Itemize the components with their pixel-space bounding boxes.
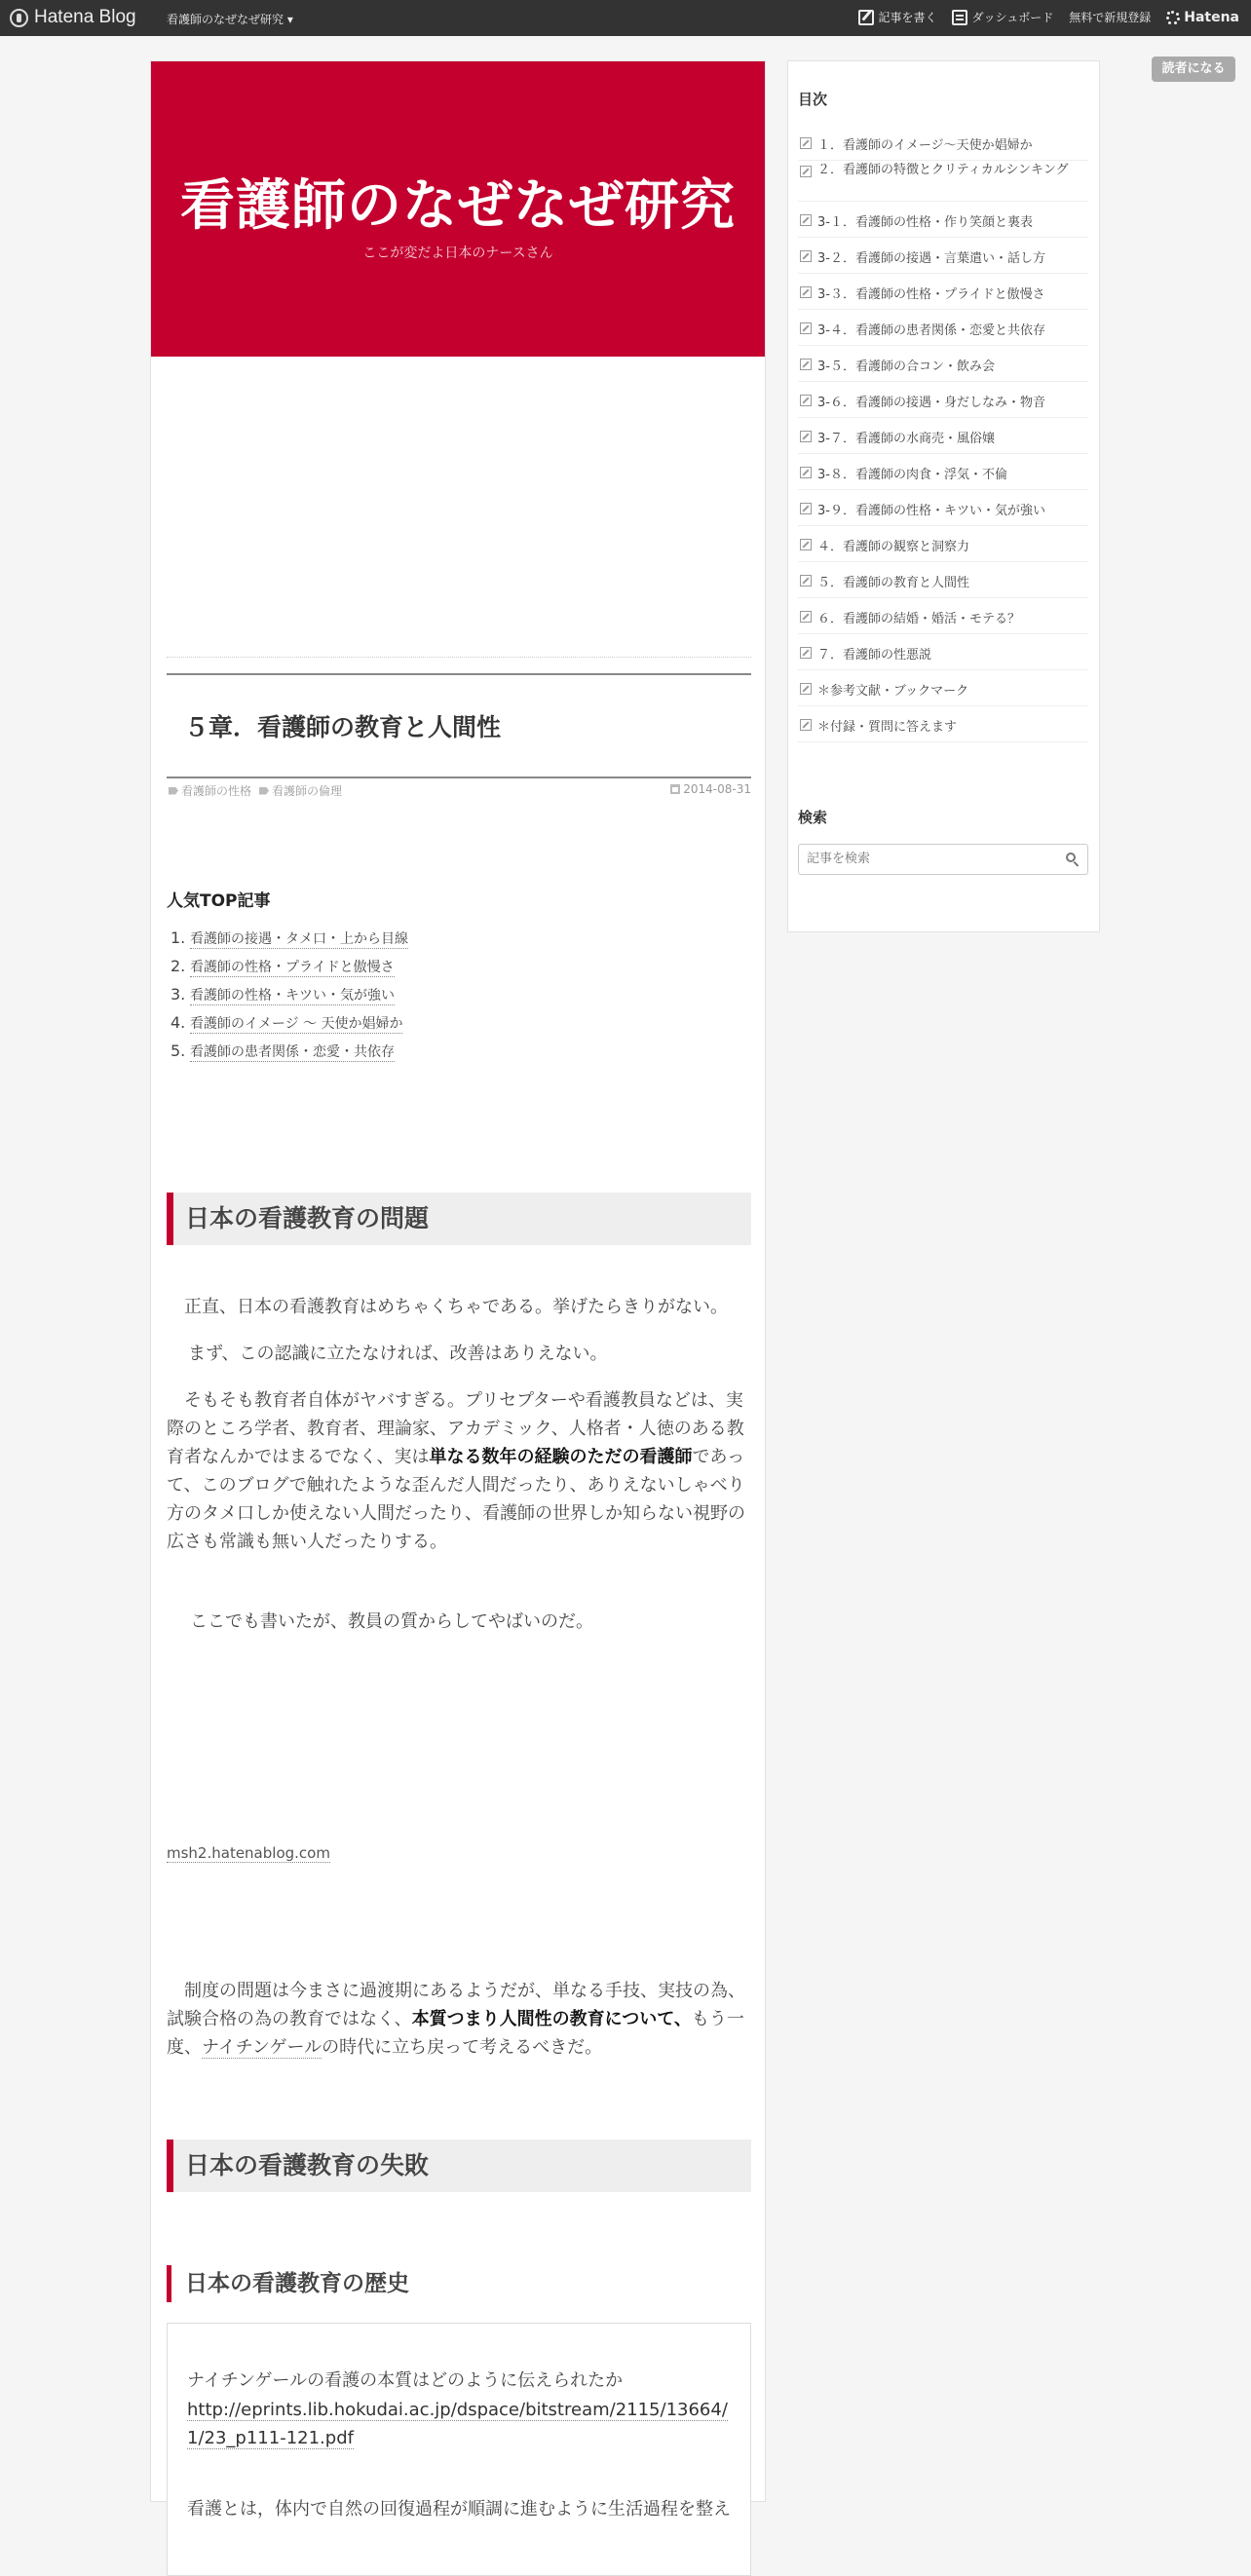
entry-title[interactable]: ５章．看護師の教育と人間性 xyxy=(184,713,502,741)
hatena-blog-icon xyxy=(10,9,28,27)
blog-description: ここが変だよ日本のナースさん xyxy=(362,246,553,261)
list-number: 5. xyxy=(171,1042,186,1060)
blog-header xyxy=(151,61,765,357)
popular-heading: 人気TOP記事 xyxy=(167,891,271,911)
toc-item[interactable] xyxy=(798,161,1088,202)
toc-list xyxy=(798,125,1088,742)
toc-item[interactable] xyxy=(798,634,1088,670)
hatena-menu[interactable] xyxy=(1166,10,1239,25)
blog-name-menu[interactable]: 看護師のなぜなぜ研究 ▾ xyxy=(167,13,293,26)
link-icon xyxy=(800,250,812,262)
toc-label: 3-３．看護師の性格・プライドと傲慢さ xyxy=(817,287,1045,302)
keyword-link[interactable]: ナイチンゲール xyxy=(202,2037,322,2058)
entry-categories xyxy=(169,782,342,799)
toc-item[interactable] xyxy=(798,310,1088,346)
toc-item[interactable] xyxy=(798,490,1088,526)
toc-label: 3-４．看護師の患者関係・恋愛と共依存 xyxy=(817,323,1045,338)
list-item xyxy=(171,985,408,1013)
toc-label: ７．看護師の性悪説 xyxy=(817,648,932,663)
link-icon xyxy=(800,214,812,226)
popular-link[interactable]: 看護師の患者関係・恋愛・共依存 xyxy=(190,1042,395,1062)
text: もう一度、 xyxy=(167,2009,744,2058)
link-icon xyxy=(800,137,812,149)
toc-item[interactable] xyxy=(798,202,1088,238)
popular-list xyxy=(171,928,408,1070)
entry-date[interactable] xyxy=(670,782,751,796)
link-icon xyxy=(800,575,812,587)
list-number: 3. xyxy=(171,985,186,1004)
toc-label: ６．看護師の結婚・婚活・モテる？ xyxy=(817,612,1021,626)
paragraph: ここでも書いたが、教員の質からしてやばいのだ。 xyxy=(190,1611,593,1632)
tag-icon xyxy=(259,787,269,795)
popular-link[interactable]: 看護師の性格・プライドと傲慢さ xyxy=(190,957,395,977)
toc-item[interactable] xyxy=(798,346,1088,382)
hatena-blog-logo[interactable] xyxy=(10,7,136,28)
paragraph xyxy=(167,1977,755,2062)
quote-url-link[interactable] xyxy=(187,2396,742,2452)
toc-label: 3-６．看護師の接遇・身だしなみ・物音 xyxy=(817,396,1045,410)
search-box xyxy=(798,844,1088,875)
calendar-icon xyxy=(670,784,680,794)
url-label: http://eprints.lib.hokudai.ac.jp/dspace/bitstream/2115/13664/1/23_p111-121.pdf xyxy=(187,2400,728,2448)
toc-label: 3-８．看護師の肉食・浮気・不倫 xyxy=(817,468,1007,482)
text: そもそも教育者自体がヤバすぎる。プリセプターや看護教員などは、実際のところ学者、教育者、理論家、アカデミック、人格者・人徳のある教育者なんかではまるでなく、実は xyxy=(167,1390,744,1467)
subscribe-button[interactable]: 読者になる xyxy=(1152,57,1235,82)
toc-item[interactable] xyxy=(798,382,1088,418)
list-item xyxy=(171,1013,408,1042)
link-icon xyxy=(800,719,812,731)
toc-label: ４．看護師の観察と洞察力 xyxy=(817,540,970,554)
link-icon xyxy=(800,683,812,695)
link-icon xyxy=(800,647,812,659)
toc-label: 3-５．看護師の合コン・飲み会 xyxy=(817,360,995,374)
brand-label: Hatena Blog xyxy=(34,7,136,27)
toc-item[interactable] xyxy=(798,125,1088,161)
toc-item[interactable] xyxy=(798,670,1088,706)
toc-label: ２．看護師の特徴とクリティカルシンキング xyxy=(817,163,1069,177)
toc-item[interactable] xyxy=(798,238,1088,274)
dashboard-label: ダッシュボード xyxy=(971,11,1054,24)
link-icon xyxy=(800,503,812,514)
title-rule-top xyxy=(167,673,751,675)
write-entry-label: 記事を書く xyxy=(878,11,937,24)
toc-item[interactable] xyxy=(798,526,1088,562)
bold-text: 本質つまり人間性の教育について、 xyxy=(411,2009,692,2029)
toc-label: 3-１．看護師の性格・作り笑顔と裏表 xyxy=(817,215,1033,230)
text: 制度の問題は今まさに過渡期にあるようだが、単なる手技、実技の為、試験合格の為の教育ではなく、 xyxy=(167,1981,745,2029)
pen-icon xyxy=(858,10,874,25)
paragraph: まず、この認識に立たなければ、改善はありえない。 xyxy=(188,1344,608,1364)
list-number: 1. xyxy=(171,928,186,947)
list-number: 2. xyxy=(171,957,186,975)
divider xyxy=(167,657,751,658)
toc-label: ５．看護師の教育と人間性 xyxy=(817,576,970,590)
sidebar xyxy=(787,60,1100,932)
link-icon xyxy=(800,611,812,623)
list-number: 4. xyxy=(171,1013,186,1032)
blog-title[interactable]: 看護師のなぜなぜ研究 xyxy=(180,174,736,238)
link-icon xyxy=(800,395,812,406)
toc-label: ＊参考文献・ブックマーク xyxy=(817,684,969,699)
quote-text: 看護とは，体内で自然の回復過程が順調に進むように生活過程を整え xyxy=(187,2499,731,2519)
toc-item[interactable] xyxy=(798,598,1088,634)
toc-title: 目次 xyxy=(798,91,828,108)
main-column xyxy=(150,60,766,2519)
search-input[interactable] xyxy=(807,852,1050,866)
toc-label: 3-９．看護師の性格・キツい・気が強い xyxy=(817,504,1045,518)
text: の時代に立ち戻って考えるべきだ。 xyxy=(322,2037,603,2058)
category-label: 看護師の倫理 xyxy=(272,784,343,798)
list-item xyxy=(171,957,408,985)
title-rule-bottom xyxy=(167,777,751,778)
bold-text: 単なる数年の経験のただの看護師 xyxy=(429,1447,693,1467)
search-icon[interactable] xyxy=(1066,852,1080,866)
toc-item[interactable] xyxy=(798,562,1088,598)
category-link[interactable] xyxy=(169,782,251,799)
link-icon xyxy=(800,431,812,442)
toc-item[interactable] xyxy=(798,418,1088,454)
subsection-heading: 日本の看護教育の歴史 xyxy=(167,2265,751,2302)
list-item xyxy=(171,1042,408,1070)
link-icon xyxy=(800,286,812,298)
toc-item[interactable] xyxy=(798,274,1088,310)
toc-label: １．看護師のイメージ〜天使か娼婦か xyxy=(817,138,1033,153)
link-icon xyxy=(800,467,812,478)
write-entry-link[interactable] xyxy=(858,9,936,25)
tag-icon xyxy=(169,787,178,795)
link-icon xyxy=(800,322,812,334)
hatena-label: Hatena xyxy=(1184,9,1239,25)
global-header xyxy=(0,0,1251,36)
quote-text: ナイチンゲールの看護の本質はどのように伝えられたか xyxy=(187,2370,624,2391)
paragraph: 正直、日本の看護教育はめちゃくちゃである。挙げたらきりがない。 xyxy=(184,1297,728,1317)
popular-link[interactable]: 看護師のイメージ 〜 天使か娼婦か xyxy=(190,1013,402,1034)
popular-link[interactable]: 看護師の性格・キツい・気が強い xyxy=(190,985,395,1005)
link-icon xyxy=(800,539,812,550)
search-title: 検索 xyxy=(798,809,828,826)
section-heading: 日本の看護教育の失敗 xyxy=(167,2140,751,2192)
dashboard-link[interactable] xyxy=(952,9,1053,25)
toc-label: 3-７．看護師の水商売・風俗嬢 xyxy=(817,432,995,446)
section-heading: 日本の看護教育の問題 xyxy=(167,1193,751,1245)
list-item xyxy=(171,928,408,957)
popular-link[interactable]: 看護師の接遇・タメ口・上から目線 xyxy=(190,928,408,949)
hatena-dots-icon xyxy=(1166,11,1180,24)
blockquote xyxy=(167,2323,751,2576)
link-icon xyxy=(800,166,812,177)
category-label: 看護師の性格 xyxy=(181,784,252,798)
category-link[interactable] xyxy=(259,782,342,799)
date-label: 2014-08-31 xyxy=(683,782,751,796)
link-icon xyxy=(800,359,812,370)
toc-label: 3-２．看護師の接遇・言葉遣い・話し方 xyxy=(817,251,1045,266)
text: であって、このブログで触れたような歪んだ人間だったり、ありえないしゃべり方のタメ口しか使えない人間だったり、看護師の世界しか知らない視野の広さも常識も無い人だったりする。 xyxy=(167,1447,745,1552)
blog-card-link[interactable]: msh2.hatenablog.com xyxy=(167,1844,330,1862)
dashboard-icon xyxy=(952,10,967,25)
toc-item[interactable] xyxy=(798,454,1088,490)
toc-label: ＊付録・質問に答えます xyxy=(817,720,958,735)
toc-item[interactable] xyxy=(798,706,1088,742)
signup-link[interactable]: 無料で新規登録 xyxy=(1069,11,1152,24)
paragraph xyxy=(167,1386,755,1556)
